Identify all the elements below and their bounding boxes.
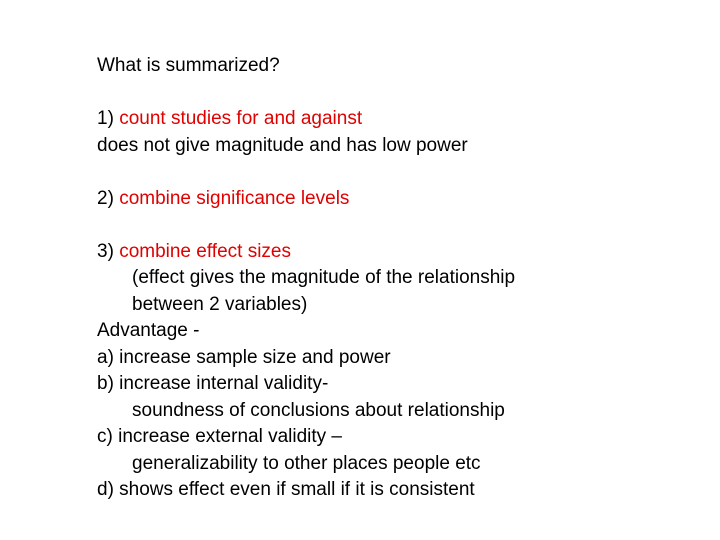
- item-2: [97, 186, 697, 213]
- item-2-highlight: combine significance levels: [119, 187, 350, 209]
- spacer: [97, 212, 697, 239]
- advantage-c: c) increase external validity –: [97, 426, 342, 447]
- advantage-b: b) increase internal validity-: [97, 373, 329, 394]
- advantage-heading: Advantage -: [97, 320, 200, 341]
- item-1-highlight: count studies for and against: [119, 108, 363, 129]
- item-2-number: 2): [97, 187, 120, 209]
- slide-title: What is summarized?: [97, 55, 280, 76]
- advantage-b-detail: soundness of conclusions about relationship: [132, 399, 505, 421]
- advantage-d: d) shows effect even if small if it is consistent: [97, 479, 475, 500]
- item-3: [97, 239, 697, 266]
- item-1: [97, 106, 697, 133]
- advantage-a: a) increase sample size and power: [97, 346, 391, 368]
- advantage-c-detail: generalizability to other places people etc: [132, 452, 481, 474]
- item-3-detail-line-1: (effect gives the magnitude of the relationship: [132, 267, 516, 288]
- spacer: [97, 80, 697, 107]
- spacer: [97, 159, 697, 186]
- item-3-number: 3): [97, 240, 120, 262]
- item-1-number: 1): [97, 108, 120, 129]
- item-1-note: does not give magnitude and has low power: [97, 134, 468, 156]
- slide-content: [97, 53, 697, 504]
- item-3-highlight: combine effect sizes: [119, 240, 291, 262]
- item-3-detail-line-2: between 2 variables): [132, 293, 308, 315]
